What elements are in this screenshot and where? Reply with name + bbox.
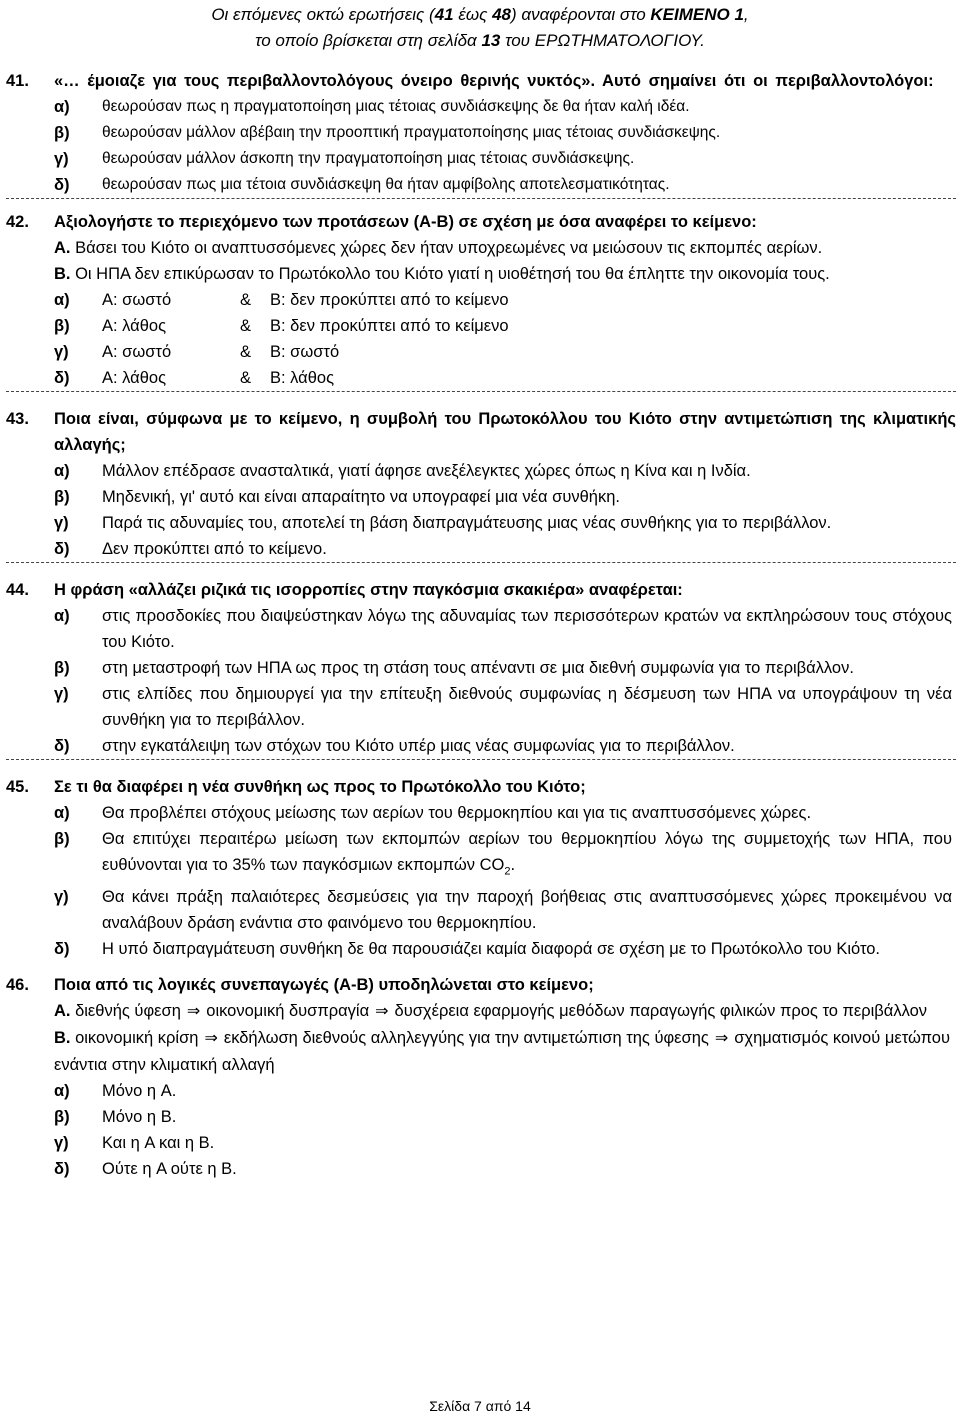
header-bold: 41	[434, 5, 454, 24]
option-label: β)	[54, 1108, 70, 1127]
header-text: έως	[453, 5, 493, 24]
option[interactable]	[54, 936, 956, 962]
option[interactable]	[54, 458, 956, 484]
option-label: γ)	[54, 685, 69, 703]
option-label: δ)	[54, 940, 70, 959]
implies-arrow-icon: ⇒	[714, 1030, 729, 1048]
option-text: Μόνο η A.	[102, 1082, 177, 1101]
question-number: 44.	[6, 581, 29, 599]
option[interactable]	[54, 120, 956, 146]
ampersand: &	[240, 291, 252, 309]
option-label: δ)	[54, 737, 70, 755]
option-text-tail: .	[510, 856, 516, 874]
option[interactable]	[54, 733, 956, 759]
question-42	[6, 209, 956, 392]
option[interactable]	[54, 94, 956, 120]
option-label: δ)	[54, 540, 70, 558]
option-a-value: A: λάθος	[102, 317, 167, 335]
page-number: Σελίδα 7 από 14	[429, 1398, 531, 1414]
option[interactable]	[54, 884, 956, 936]
question-43	[6, 406, 956, 563]
option-b-value: B: λάθος	[270, 369, 335, 387]
option-text: στις προσδοκίες που διαψεύστηκαν λόγω της αδυναμίας των περισσότερων κρατών να εκπληρώσουν τους στόχους του Κιότο.	[102, 607, 952, 651]
subscript: 2	[504, 865, 511, 878]
option-text: Θα κάνει πράξη παλαιότερες δεσμεύσεις για την παροχή βοήθειας στις αναπτυσσόμενες χώρες προκειμένου να αναλάβουν δράση ενάντια στο φαινόμενο του θερμοκηπίου.	[102, 888, 952, 933]
implies-arrow-icon: ⇒	[375, 1003, 389, 1021]
statement-b	[54, 1025, 956, 1078]
header-bold: 48	[492, 5, 511, 24]
question-45	[6, 774, 956, 962]
question-46	[6, 972, 956, 1182]
statement-text: οικονομική δυσπραγία	[206, 1002, 370, 1021]
option-text: Μάλλον επέδρασε ανασταλτικά, γιατί άφησε ανεξέλεγκτες χώρες όπως η Κίνα και η Ινδία.	[102, 462, 751, 480]
option-a-value: A: σωστό	[102, 343, 172, 361]
option[interactable]	[54, 536, 956, 562]
option-text: στις ελπίδες που δημιουργεί για την επίτευξη διεθνούς συμφωνίας η δέσμευση των ΗΠΑ να υπογράψουν τη νέα συνθήκη για το περιβάλλον.	[102, 685, 952, 729]
statement-text: οικονομική κρίση	[70, 1029, 199, 1048]
option-label: α)	[54, 462, 70, 480]
question-number: 46.	[6, 976, 29, 995]
question-number: 43.	[6, 410, 29, 428]
option-label: δ)	[54, 369, 70, 387]
option-text: Παρά τις αδυναμίες του, αποτελεί τη βάση διαπραγμάτευσης μιας νέας συνθήκης για το περιβάλλον.	[102, 514, 832, 532]
header-bold: 13	[481, 31, 501, 50]
header-text: ) αναφέρονται στο	[511, 5, 651, 24]
option-label: α)	[54, 1082, 70, 1101]
option-label: γ)	[54, 150, 69, 168]
option-b-value: B: δεν προκύπτει από το κείμενο	[270, 291, 509, 309]
option-label: α)	[54, 804, 70, 822]
question-41	[6, 68, 956, 199]
header-text: του ΕΡΩΤΗΜΑΤΟΛΟΓΙΟΥ.	[500, 31, 705, 50]
option-a-value: A: σωστό	[102, 291, 172, 309]
option-text: θεωρούσαν πως μια τέτοια συνδιάσκεψη θα ήταν αμφίβολης αποτελεσματικότητας.	[102, 176, 670, 193]
option[interactable]	[54, 339, 956, 365]
statement-text: διεθνής ύφεση	[70, 1002, 181, 1021]
option-label: β)	[54, 124, 70, 142]
option-a-value: A: λάθος	[102, 369, 167, 387]
option-text: Μηδενική, γι' αυτό και είναι απαραίτητο να υπογραφεί μια νέα συνθήκη.	[102, 488, 620, 506]
header-line-1	[0, 2, 960, 28]
option-label: β)	[54, 488, 70, 506]
option-text: Θα προβλέπει στόχους μείωσης των αερίων του θερμοκηπίου και για τις αναπτυσσόμενες χώρες.	[102, 804, 812, 822]
question-text: Αξιολογήστε το περιεχόμενο των προτάσεων (A-B) σε σχέση με όσα αναφέρει το κείμενο:	[54, 213, 757, 231]
question-text: «… έμοιαζε για τους περιβαλλοντολόγους όνειρο θερινής νυκτός». Αυτό σημαίνει ότι οι περιβαλλοντολόγοι:	[54, 72, 934, 90]
option-label: β)	[54, 659, 70, 677]
option-text: Θα επιτύχει περαιτέρω μείωση των εκπομπών αερίων του θερμοκηπίου λόγω της συμμετοχής των ΗΠΑ, που ευθύνονται για το 35% των παγκόσμιων εκπομπών CO	[102, 830, 952, 874]
option-text: Η υπό διαπραγμάτευση συνθήκη δε θα παρουσιάζει καμία διαφορά σε σχέση με το Πρωτόκολλο του Κιότο.	[102, 940, 881, 959]
ampersand: &	[240, 317, 252, 335]
statement-a	[54, 235, 956, 261]
option-label: δ)	[54, 1160, 70, 1179]
statement-label: A.	[54, 239, 71, 257]
implies-arrow-icon: ⇒	[186, 1003, 201, 1021]
option-label: β)	[54, 317, 70, 335]
option-text: Δεν προκύπτει από το κείμενο.	[102, 540, 327, 558]
question-number: 42.	[6, 213, 29, 231]
statement-text: Οι ΗΠΑ δεν επικύρωσαν το Πρωτόκολλο του Κιότο γιατί η υιοθέτησή του θα έπληττε την οικονομία τους.	[70, 265, 830, 283]
option[interactable]	[54, 1130, 956, 1156]
implies-arrow-icon: ⇒	[204, 1030, 218, 1048]
option[interactable]	[54, 287, 956, 313]
option[interactable]	[54, 1156, 956, 1182]
option-label: δ)	[54, 176, 70, 194]
option-text: θεωρούσαν πως η πραγματοποίηση μιας τέτοιας συνδιάσκεψης δε θα ήταν καλή ιδέα.	[102, 98, 690, 115]
option-text: στη μεταστροφή των ΗΠΑ ως προς τη στάση τους απέναντι σε μια διεθνή συμφωνία για το περιβάλλον.	[102, 659, 854, 677]
statement-label: B.	[54, 1029, 71, 1048]
statement-text: εκδήλωση διεθνούς αλληλεγγύης για την αντιμετώπιση της ύφεσης	[223, 1029, 709, 1048]
option[interactable]	[54, 1078, 956, 1104]
option[interactable]	[54, 826, 956, 884]
header-text: Οι επόμενες οκτώ ερωτήσεις (	[211, 5, 435, 24]
option[interactable]	[54, 510, 956, 536]
statement-a	[54, 998, 956, 1025]
question-text: Ποια από τις λογικές συνεπαγωγές (A-B) υποδηλώνεται στο κείμενο;	[54, 976, 594, 995]
question-number: 41.	[6, 72, 29, 90]
option[interactable]	[54, 800, 956, 826]
question-text: Η φράση «αλλάζει ριζικά τις ισορροπίες στην παγκόσμια σκακιέρα» αναφέρεται:	[54, 581, 683, 599]
option-text: Και η A και η B.	[102, 1134, 215, 1153]
question-text: Σε τι θα διαφέρει η νέα συνθήκη ως προς το Πρωτόκολλο του Κιότο;	[54, 778, 586, 796]
statement-b	[54, 261, 956, 287]
option-label: α)	[54, 98, 70, 116]
statement-text: σχηματισμός κοινού μετώπου ενάντια στην κλιματική αλλαγή	[54, 1029, 950, 1075]
option-text: θεωρούσαν μάλλον άσκοπη την πραγματοποίηση μιας τέτοιας συνδιάσκεψης.	[102, 150, 635, 167]
option-label: β)	[54, 830, 70, 848]
option-label: γ)	[54, 888, 69, 907]
header-text: το οποίο βρίσκεται στη σελίδα	[255, 31, 482, 50]
option[interactable]	[54, 484, 956, 510]
option-text: στην εγκατάλειψη των στόχων του Κιότο υπέρ μιας νέας συμφωνίας για το περιβάλλον.	[102, 737, 735, 755]
statement-label: A.	[54, 1002, 71, 1021]
option-label: α)	[54, 607, 70, 625]
ampersand: &	[240, 343, 252, 361]
questions	[0, 68, 960, 1182]
option-text: Μόνο η B.	[102, 1108, 177, 1127]
option-label: γ)	[54, 343, 69, 361]
header-text: ,	[743, 5, 749, 24]
statement-label: B.	[54, 265, 71, 283]
question-text: Ποια είναι, σύμφωνα με το κείμενο, η συμβολή του Πρωτοκόλλου του Κιότο στην αντιμετώπιση της κλιματικής αλλαγής;	[54, 410, 956, 454]
ampersand: &	[240, 369, 252, 387]
statement-text: Βάσει του Κιότο οι αναπτυσσόμενες χώρες δεν ήταν υποχρεωμένες να μειώσουν τις εκπομπές αερίων.	[70, 239, 823, 257]
option-b-value: B: σωστό	[270, 343, 340, 361]
option-label: γ)	[54, 514, 69, 532]
option-text: θεωρούσαν μάλλον αβέβαιη την προοπτική πραγματοποίησης μιας τέτοιας συνδιάσκεψης.	[102, 124, 721, 141]
option[interactable]	[54, 172, 956, 198]
instructions-header	[0, 2, 960, 54]
option[interactable]	[54, 146, 956, 172]
option[interactable]	[54, 365, 956, 391]
option[interactable]	[54, 603, 956, 655]
option-b-value: B: δεν προκύπτει από το κείμενο	[270, 317, 509, 335]
option-text: Ούτε η A ούτε η B.	[102, 1160, 237, 1179]
option-label: γ)	[54, 1134, 69, 1153]
option-label: α)	[54, 291, 70, 309]
header-bold: ΚΕΙΜΕΝΟ 1	[650, 5, 744, 24]
option[interactable]	[54, 1104, 956, 1130]
question-44	[6, 577, 956, 760]
option[interactable]	[54, 681, 956, 733]
option[interactable]	[54, 655, 956, 681]
header-line-2	[0, 28, 960, 54]
question-number: 45.	[6, 778, 29, 796]
option[interactable]	[54, 313, 956, 339]
statement-text: δυσχέρεια εφαρμογής μεθόδων παραγωγής φιλικών προς το περιβάλλον	[394, 1002, 927, 1021]
